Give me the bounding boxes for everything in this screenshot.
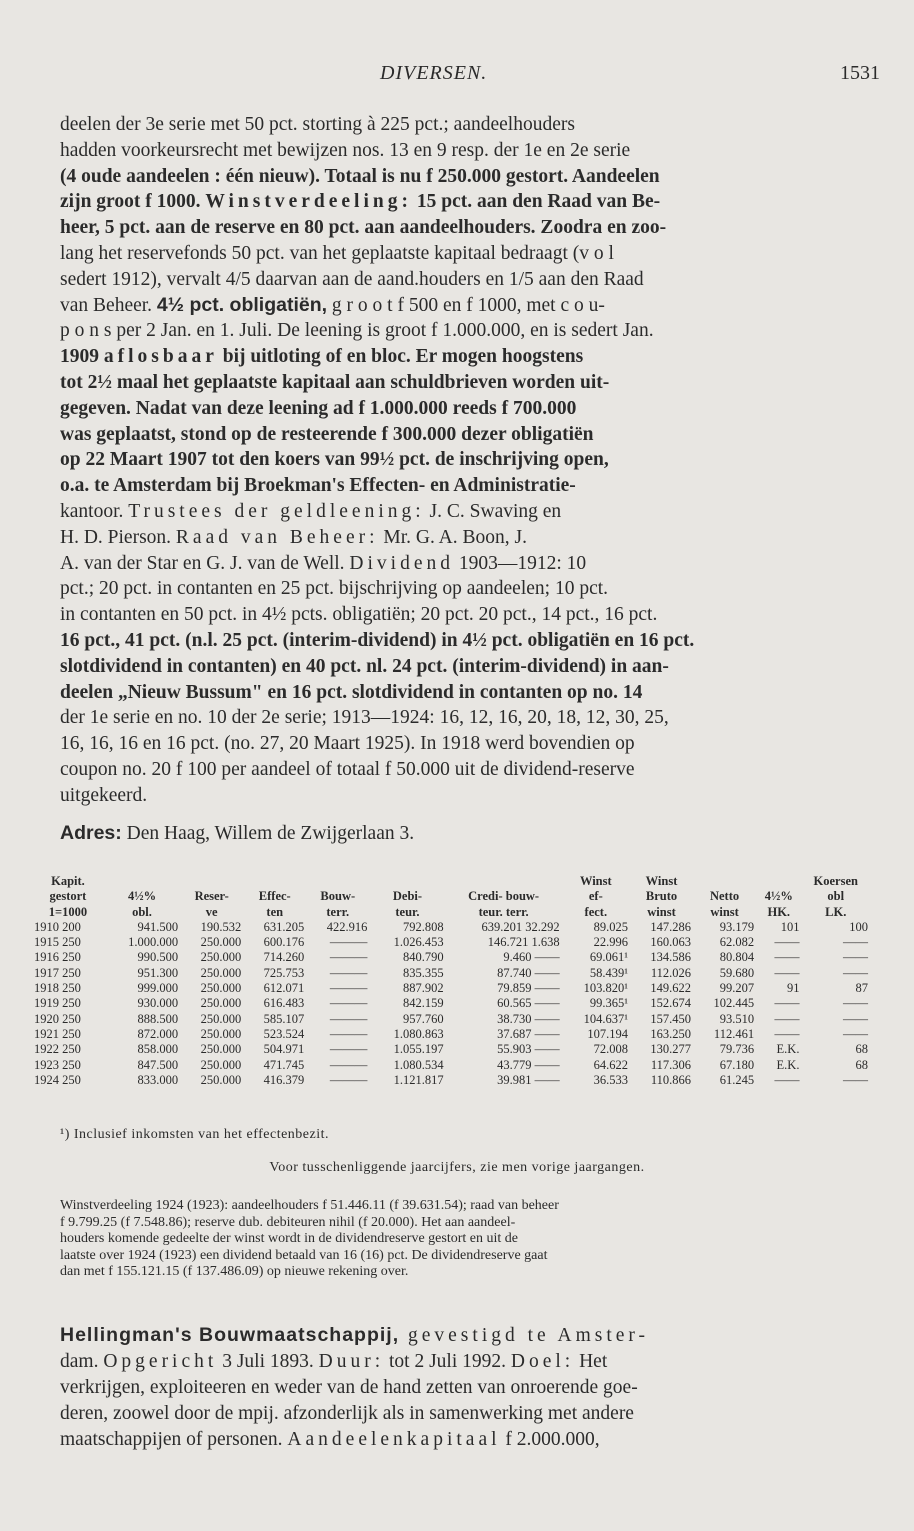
text-run: 1903—1912: 10 bbox=[454, 552, 587, 574]
table-cell: 585.107 bbox=[263, 1011, 305, 1026]
table-cell: —— bbox=[774, 950, 800, 965]
note-line: f 9.799.25 (f 7.548.86); reserve dub. debiteuren nihil (f 20.000). Het aan aandeel- bbox=[60, 1214, 516, 1230]
table-header: obl. bbox=[132, 904, 152, 919]
table-cell: —— bbox=[774, 996, 800, 1011]
table-header bbox=[104, 874, 180, 889]
table-cell: 59.680 bbox=[719, 965, 755, 980]
table-row bbox=[32, 920, 870, 935]
table-cell: 68 bbox=[855, 1042, 868, 1057]
table-header bbox=[243, 874, 306, 889]
body-line: (4 oude aandeelen : één nieuw). Totaal is nu f 250.000 gestort. Aandeelen bbox=[60, 165, 660, 187]
table-cell: 102.445 bbox=[713, 996, 755, 1011]
page-number: 1531 bbox=[840, 62, 880, 84]
table-cell: ——— bbox=[329, 1026, 368, 1041]
body-line: 16, 16, 16 en 16 pct. (no. 27, 20 Maart 1925). In 1918 werd bovendien op bbox=[60, 733, 635, 755]
page-header bbox=[60, 62, 880, 92]
table-cell: 616.483 bbox=[263, 996, 305, 1011]
table-cell: 149.622 bbox=[650, 981, 692, 996]
company-line bbox=[60, 1349, 872, 1375]
table-cell: —— bbox=[843, 935, 868, 950]
table-cell: —— bbox=[843, 1072, 868, 1087]
table-row bbox=[32, 1058, 870, 1073]
financial-table bbox=[32, 874, 870, 1088]
table-header: teur. terr. bbox=[478, 904, 529, 919]
table-cell: 101 bbox=[780, 919, 800, 934]
table-cell: 1.121.817 bbox=[393, 1072, 444, 1087]
table-row bbox=[32, 935, 870, 950]
table-cell: 951.300 bbox=[137, 965, 179, 980]
table-header: teur. bbox=[395, 904, 420, 919]
table-cell: 250.000 bbox=[200, 1057, 242, 1072]
company-line: deren, zoowel door de mpij. afzonderlijk als in samenwerking met andere bbox=[60, 1403, 634, 1424]
table-cell: 69.061¹ bbox=[589, 950, 628, 965]
table-cell: 36.533 bbox=[593, 1072, 628, 1087]
table-cell: 87.740 —— bbox=[497, 965, 560, 980]
address-label: Adres: bbox=[60, 822, 122, 844]
body-line: hadden voorkeursrecht met bewijzen nos. 13 en 9 resp. der 1e en 2e serie bbox=[60, 139, 631, 161]
table-cell: 847.500 bbox=[137, 1057, 179, 1072]
table-header: Effec- bbox=[258, 889, 291, 904]
table-cell: 1919 250 bbox=[34, 996, 81, 1011]
table-cell: ——— bbox=[329, 1072, 368, 1087]
text-run: 3 Juli 1893. bbox=[217, 1351, 319, 1372]
address-line bbox=[60, 822, 414, 845]
table-cell: 100 bbox=[849, 919, 868, 934]
text-run: dam. bbox=[60, 1351, 104, 1372]
table-cell: 9.460 —— bbox=[503, 950, 560, 965]
table-header: gestort bbox=[49, 889, 87, 904]
table-header: ten bbox=[266, 904, 284, 919]
table-cell: 639.201 32.292 bbox=[481, 919, 560, 934]
table-cell: 600.176 bbox=[263, 935, 305, 950]
table-cell: 631.205 bbox=[263, 919, 305, 934]
body-line bbox=[60, 344, 872, 370]
table-cell: —— bbox=[774, 1026, 800, 1041]
table-row bbox=[32, 1012, 870, 1027]
table-cell: 112.026 bbox=[650, 965, 692, 980]
table-cell: 72.008 bbox=[593, 1042, 628, 1057]
text-run: van Beheer. bbox=[60, 294, 157, 316]
text-run: J. C. Swaving en bbox=[424, 500, 562, 522]
table-cell: 160.063 bbox=[650, 935, 692, 950]
table-cell: 999.000 bbox=[137, 981, 179, 996]
body-line: slotdividend in contanten) en 40 pct. nl. 24 pct. (interim-dividend) in aan- bbox=[60, 655, 669, 677]
body-text bbox=[60, 112, 872, 809]
table-row bbox=[32, 950, 870, 965]
table-header: Winst bbox=[645, 874, 678, 888]
table-cell: ——— bbox=[329, 1011, 368, 1026]
table-header: ve bbox=[205, 904, 218, 919]
table-cell: 1917 250 bbox=[34, 965, 81, 980]
body-line: coupon no. 20 f 100 per aandeel of totaal f 50.000 uit de dividend-reserve bbox=[60, 758, 635, 780]
table-header: Netto bbox=[709, 889, 740, 904]
table-header: fect. bbox=[584, 904, 608, 919]
table-cell: 163.250 bbox=[650, 1026, 692, 1041]
text-run: Duur: bbox=[318, 1351, 385, 1372]
table-cell: 1921 250 bbox=[34, 1026, 81, 1041]
table-cell: 422.916 bbox=[326, 919, 368, 934]
table-cell: 872.000 bbox=[137, 1026, 179, 1041]
body-line: 16 pct., 41 pct. (n.l. 25 pct. (interim-dividend) in 4½ pct. obligatiën en 16 pct. bbox=[60, 629, 695, 651]
body-line: op 22 Maart 1907 tot den koers van 99½ pct. de inschrijving open, bbox=[60, 449, 609, 471]
table-header: obl bbox=[827, 889, 845, 904]
body-line: deelen „Nieuw Bussum" en 16 pct. slotdividend in contanten op no. 14 bbox=[60, 681, 643, 703]
text-run: f 2.000.000, bbox=[500, 1429, 600, 1450]
table-cell: 43.779 —— bbox=[497, 1057, 560, 1072]
table-cell: —— bbox=[774, 1011, 800, 1026]
table-cell: 1.080.534 bbox=[393, 1057, 444, 1072]
table-cell: 833.000 bbox=[137, 1072, 179, 1087]
table-cell: 110.866 bbox=[650, 1072, 692, 1087]
table-header: Bouw- bbox=[320, 889, 356, 904]
table-cell: 68 bbox=[855, 1057, 868, 1072]
table-cell: 89.025 bbox=[593, 919, 628, 934]
text-run: Het bbox=[574, 1351, 608, 1372]
table-cell: 250.000 bbox=[200, 1072, 242, 1087]
table-cell: 107.194 bbox=[587, 1026, 628, 1041]
table-cell: 725.753 bbox=[263, 965, 305, 980]
body-line: uitgekeerd. bbox=[60, 784, 148, 806]
table-cell: 22.996 bbox=[593, 935, 628, 950]
table-cell: 37.687 —— bbox=[497, 1026, 560, 1041]
table-cell: ——— bbox=[329, 981, 368, 996]
table-cell: ——— bbox=[329, 1042, 368, 1057]
table-cell: 1924 250 bbox=[34, 1072, 81, 1087]
table-cell: 842.159 bbox=[402, 996, 444, 1011]
body-line bbox=[60, 499, 872, 525]
centered-note: Voor tusschenliggende jaarcijfers, zie men vorige jaargangen. bbox=[269, 1160, 645, 1175]
table-cell: 58.439¹ bbox=[589, 965, 628, 980]
table-cell: 416.379 bbox=[263, 1072, 305, 1087]
table-cell: 930.000 bbox=[137, 996, 179, 1011]
note-line: laatste over 1924 (1923) een dividend betaald van 16 (16) pct. De dividendreserve gaat bbox=[60, 1247, 548, 1263]
text-run: 15 pct. aan den Raad van Be- bbox=[411, 191, 661, 213]
table-row bbox=[32, 1027, 870, 1042]
table-header bbox=[369, 874, 445, 889]
body-line bbox=[60, 293, 872, 319]
table-header: terr. bbox=[326, 904, 350, 919]
body-line bbox=[60, 189, 872, 215]
table-cell: 941.500 bbox=[137, 919, 179, 934]
table-cell: 55.903 —— bbox=[497, 1042, 560, 1057]
table-header bbox=[756, 874, 801, 889]
body-line: der 1e serie en no. 10 der 2e serie; 1913—1924: 16, 12, 16, 20, 18, 12, 30, 25, bbox=[60, 707, 669, 729]
table-cell: 112.461 bbox=[713, 1026, 755, 1041]
table-header: ef- bbox=[588, 889, 603, 904]
text-run: H. D. Pierson. bbox=[60, 526, 176, 548]
profit-distribution-note bbox=[60, 1198, 872, 1281]
table-header bbox=[180, 874, 243, 889]
table-header bbox=[446, 874, 562, 889]
table-cell: 792.808 bbox=[402, 919, 444, 934]
table-header: Reser- bbox=[194, 889, 229, 904]
table-header bbox=[693, 874, 756, 889]
table-cell: 1.080.863 bbox=[393, 1026, 444, 1041]
text-run: Dividend bbox=[349, 552, 454, 574]
body-line: deelen der 3e serie met 50 pct. storting à 225 pct.; aandeelhouders bbox=[60, 114, 575, 135]
table-header: 1=1000 bbox=[48, 904, 88, 919]
company-line bbox=[60, 1322, 872, 1349]
table-cell: 79.859 —— bbox=[497, 981, 560, 996]
table-header: Bruto bbox=[645, 889, 678, 904]
table-cell: 250.000 bbox=[200, 1011, 242, 1026]
text-run: f 1000. bbox=[145, 191, 206, 213]
table-cell: 1918 250 bbox=[34, 981, 81, 996]
body-line: p o n s per 2 Jan. en 1. Juli. De leening is groot f 1.000.000, en is sedert Jan. bbox=[60, 320, 654, 342]
section-heading: 4½ pct. obligatiën, bbox=[156, 293, 328, 316]
table-row bbox=[32, 1042, 870, 1057]
body-line bbox=[60, 525, 872, 551]
table-header: 4½% bbox=[764, 889, 793, 904]
text-run: Opgericht bbox=[103, 1351, 218, 1372]
text-run: Doel: bbox=[510, 1351, 575, 1372]
table-cell: 67.180 bbox=[719, 1057, 755, 1072]
table-body bbox=[32, 920, 870, 1088]
text-run: g r o o t f 500 en f 1000, met c o u- bbox=[327, 294, 605, 316]
note-line: Winstverdeeling 1924 (1923): aandeelhouders f 51.446.11 (f 39.631.54); raad van beheer bbox=[60, 1198, 559, 1213]
table-cell: 1.000.000 bbox=[128, 935, 179, 950]
table-cell: 134.586 bbox=[650, 950, 692, 965]
text-run: Trustees der geldleening: bbox=[128, 500, 425, 522]
table-header bbox=[306, 874, 369, 889]
table-cell: 471.745 bbox=[263, 1057, 305, 1072]
table-cell: 87 bbox=[855, 981, 868, 996]
table-cell: 250.000 bbox=[200, 935, 242, 950]
table-cell: 147.286 bbox=[650, 919, 692, 934]
table-cell: 93.510 bbox=[719, 1011, 755, 1026]
table-header: Credi- bouw- bbox=[468, 889, 540, 904]
text-run: A. van der Star en G. J. van de Well. bbox=[60, 552, 350, 574]
body-line: gegeven. Nadat van deze leening ad f 1.000.000 reeds f 700.000 bbox=[60, 397, 577, 419]
table-cell: —— bbox=[843, 996, 868, 1011]
text-run: kantoor. bbox=[60, 500, 129, 522]
table-cell: 250.000 bbox=[200, 1042, 242, 1057]
table-header: Debi- bbox=[392, 889, 423, 904]
table-cell: 79.736 bbox=[719, 1042, 755, 1057]
text-run: Raad van Beheer: bbox=[175, 526, 379, 548]
table-cell: 38.730 —— bbox=[497, 1011, 560, 1026]
table-header: HK. bbox=[767, 904, 791, 919]
body-line: pct.; 20 pct. in contanten en 25 pct. bijschrijving op aandeelen; 10 pct. bbox=[60, 578, 609, 600]
table-cell: 250.000 bbox=[200, 965, 242, 980]
table-header: 4½% bbox=[127, 889, 157, 904]
address-value: Den Haag, Willem de Zwijgerlaan 3. bbox=[121, 823, 415, 844]
table-cell: 1922 250 bbox=[34, 1042, 81, 1057]
table-cell: 1910 200 bbox=[34, 919, 81, 934]
table-cell: 1916 250 bbox=[34, 950, 81, 965]
table-cell: 612.071 bbox=[263, 981, 305, 996]
company-line bbox=[60, 1427, 872, 1453]
company-name: Hellingman's Bouwmaatschappij, bbox=[60, 1324, 400, 1346]
table-cell: 957.760 bbox=[402, 1011, 444, 1026]
table-cell: 130.277 bbox=[650, 1042, 692, 1057]
table-cell: 93.179 bbox=[719, 919, 755, 934]
table-cell: 887.902 bbox=[402, 981, 444, 996]
table-cell: —— bbox=[843, 965, 868, 980]
body-line bbox=[60, 551, 872, 577]
body-line: was geplaatst, stond op de resteerende f 300.000 dezer obligatiën bbox=[60, 423, 594, 445]
table-cell: 39.981 —— bbox=[497, 1072, 560, 1087]
company-entry bbox=[60, 1322, 872, 1453]
table-cell: 99.365¹ bbox=[589, 996, 628, 1011]
table-cell: 250.000 bbox=[200, 950, 242, 965]
text-run: Mr. G. A. Boon, J. bbox=[378, 526, 527, 548]
table-cell: 146.721 1.638 bbox=[487, 935, 560, 950]
text-run: aflosbaar bbox=[103, 346, 218, 368]
table-cell: 61.245 bbox=[719, 1072, 755, 1087]
text-run: 1909 bbox=[60, 346, 104, 368]
table-header: Kapit. bbox=[51, 874, 85, 888]
table-cell: —— bbox=[774, 1072, 800, 1087]
table-cell: 99.207 bbox=[719, 981, 755, 996]
table-cell: 1915 250 bbox=[34, 935, 81, 950]
table-header: winst bbox=[710, 904, 739, 919]
table-cell: ——— bbox=[329, 935, 368, 950]
body-line: lang het reservefonds 50 pct. van het geplaatste kapitaal bedraagt (v o l bbox=[60, 242, 614, 264]
table-cell: 60.565 —— bbox=[497, 996, 560, 1011]
table-cell: 152.674 bbox=[650, 996, 692, 1011]
table-cell: 62.082 bbox=[719, 935, 755, 950]
table-cell: —— bbox=[843, 1026, 868, 1041]
table-cell: 91 bbox=[786, 981, 800, 996]
table-cell: 64.622 bbox=[593, 1057, 628, 1072]
table-header-row bbox=[32, 889, 870, 904]
body-line: o.a. te Amsterdam bij Broekman's Effecten- en Administratie- bbox=[60, 475, 576, 497]
table-cell: 1920 250 bbox=[34, 1011, 81, 1026]
table-cell: 250.000 bbox=[200, 1026, 242, 1041]
table-cell: 1.055.197 bbox=[393, 1042, 444, 1057]
company-line: verkrijgen, exploiteeren en weder van de hand zetten van onroerende goe- bbox=[60, 1377, 638, 1398]
table-cell: 1.026.453 bbox=[393, 935, 444, 950]
table-cell: 835.355 bbox=[402, 965, 444, 980]
table-cell: 104.637¹ bbox=[583, 1011, 628, 1026]
table-row bbox=[32, 1073, 870, 1088]
table-cell: 103.820¹ bbox=[583, 981, 628, 996]
table-cell: —— bbox=[843, 950, 868, 965]
table-cell: 888.500 bbox=[137, 1011, 179, 1026]
table-cell: 190.532 bbox=[200, 919, 242, 934]
table-header-row bbox=[32, 905, 870, 920]
text-run: Winstverdeeling: bbox=[205, 191, 412, 213]
table-cell: 840.790 bbox=[402, 950, 444, 965]
text-run: gevestigd te Amster- bbox=[399, 1325, 649, 1346]
table-header: LK. bbox=[825, 904, 847, 919]
table-cell: 504.971 bbox=[263, 1042, 305, 1057]
table-cell: 117.306 bbox=[650, 1057, 692, 1072]
text-run: zijn groot bbox=[60, 191, 146, 213]
text-run: bij uitloting of en bloc. Er mogen hoogstens bbox=[217, 346, 584, 368]
body-line: tot 2½ maal het geplaatste kapitaal aan schuldbrieven worden uit- bbox=[60, 371, 610, 393]
table-cell: ——— bbox=[329, 950, 368, 965]
table-cell: —— bbox=[774, 935, 800, 950]
text-run: maatschappijen of personen. bbox=[60, 1429, 288, 1450]
table-header: Koersen bbox=[813, 874, 858, 888]
body-line: heer, 5 pct. aan de reserve en 80 pct. aan aandeelhouders. Zoodra en zoo- bbox=[60, 217, 667, 239]
table-cell: 523.524 bbox=[263, 1026, 305, 1041]
table-cell: 250.000 bbox=[200, 981, 242, 996]
table-header-row bbox=[32, 874, 870, 889]
table-row bbox=[32, 996, 870, 1011]
table-cell: E.K. bbox=[776, 1042, 800, 1057]
table-cell: ——— bbox=[329, 965, 368, 980]
table-cell: —— bbox=[843, 1011, 868, 1026]
table-row bbox=[32, 981, 870, 996]
table-cell: 1923 250 bbox=[34, 1057, 81, 1072]
note-line: dan met f 155.121.15 (f 137.486.09) op nieuwe rekening over. bbox=[60, 1264, 409, 1279]
text-run: tot 2 Juli 1992. bbox=[384, 1351, 511, 1372]
body-line: in contanten en 50 pct. in 4½ pcts. obligatiën; 20 pct. 20 pct., 14 pct., 16 pct. bbox=[60, 604, 658, 626]
table-cell: 157.450 bbox=[650, 1011, 692, 1026]
body-line: sedert 1912), vervalt 4/5 daarvan aan de aand.houders en 1/5 aan den Raad bbox=[60, 268, 644, 290]
note-line: houders komende gedeelte der winst wordt in de dividendreserve gestort en uit de bbox=[60, 1231, 518, 1246]
table-cell: 858.000 bbox=[137, 1042, 179, 1057]
table-cell: ——— bbox=[329, 1057, 368, 1072]
table-row bbox=[32, 966, 870, 981]
table-header: Winst bbox=[579, 874, 612, 888]
table-cell: —— bbox=[774, 965, 800, 980]
table-cell: 714.260 bbox=[263, 950, 305, 965]
table-cell: 990.500 bbox=[137, 950, 179, 965]
table-cell: 250.000 bbox=[200, 996, 242, 1011]
text-run: Aandeelenkapitaal bbox=[287, 1429, 501, 1450]
table-header: winst bbox=[647, 904, 676, 919]
table-cell: ——— bbox=[329, 996, 368, 1011]
footnote: ¹) Inclusief inkomsten van het effectenbezit. bbox=[60, 1127, 330, 1142]
table-cell: 80.804 bbox=[719, 950, 755, 965]
page-title: DIVERSEN. bbox=[380, 62, 488, 84]
table-cell: E.K. bbox=[776, 1057, 800, 1072]
